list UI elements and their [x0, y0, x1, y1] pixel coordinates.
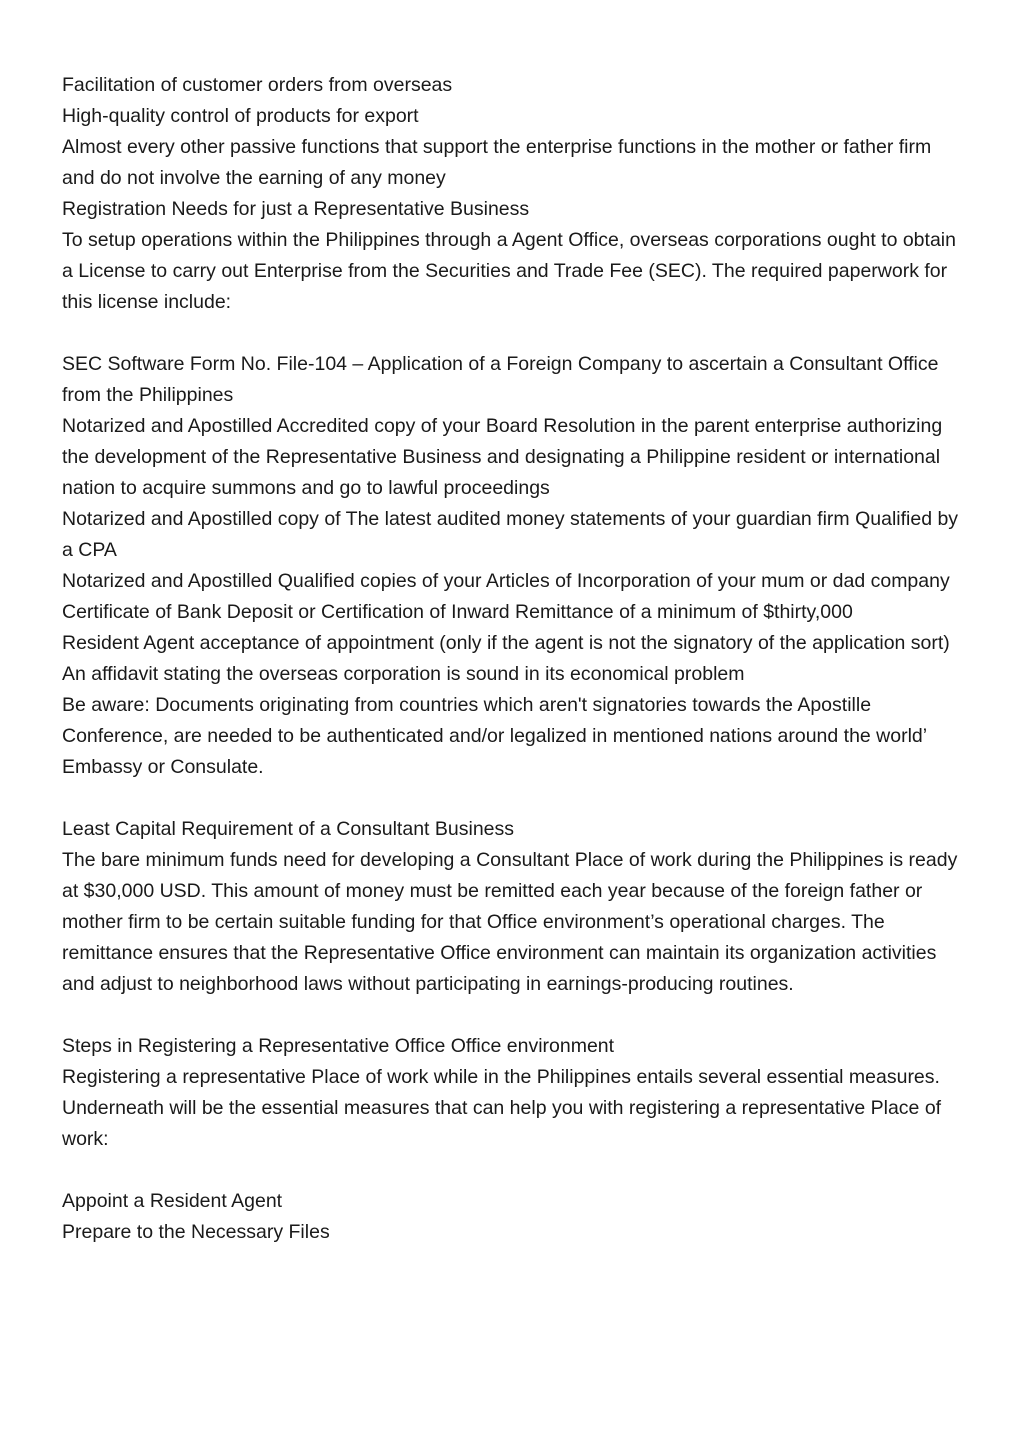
section-heading: Registration Needs for just a Representative Business: [62, 198, 530, 220]
list-line: Notarized and Apostilled Accredited copy of your Board Resolution in the parent enterprise authorizing the development of the Representative Business and designating a Philippine resident or international nation to acquire summons and go to lawful proceedings: [62, 415, 943, 499]
list-line: SEC Software Form No. File-104 – Application of a Foreign Company to ascertain a Consultant Office from the Philippines: [62, 353, 939, 406]
list-line: Almost every other passive functions that support the enterprise functions in the mother or father firm and do not involve the earning of any money: [62, 136, 932, 189]
list-line: Notarized and Apostilled copy of The latest audited money statements of your guardian firm Qualified by a CPA: [62, 508, 959, 561]
spacer: [62, 1155, 962, 1186]
list-line: High-quality control of products for export: [62, 105, 419, 127]
list-line: Prepare to the Necessary Files: [62, 1221, 330, 1243]
list-line: Appoint a Resident Agent: [62, 1190, 283, 1212]
section-heading: Steps in Registering a Representative Office Office environment: [62, 1035, 615, 1057]
paragraph: To setup operations within the Philippines through a Agent Office, overseas corporations ought to obtain a License to carry out Enterprise from the Securities and Trade Fee (SEC). The required paperwork for this license include:: [62, 229, 956, 313]
spacer: [62, 318, 962, 349]
note-paragraph: Be aware: Documents originating from countries which aren't signatories towards the Apostille Conference, are needed to be authenticated and/or legalized in mentioned nations around the world’ Embassy or Consulate.: [62, 694, 927, 778]
list-line: Certificate of Bank Deposit or Certification of Inward Remittance of a minimum of $thirty,000: [62, 601, 853, 623]
paragraph: The bare minimum funds need for developing a Consultant Place of work during the Philippines is ready at $30,000 USD. This amount of money must be remitted each year because of the foreign father or mother firm to be certain suitable funding for that Office environment’s operational charges. The remittance ensures that the Representative Office environment can maintain its organization activities and adjust to neighborhood laws without participating in earnings-producing routines.: [62, 849, 958, 995]
section-heading: Least Capital Requirement of a Consultant Business: [62, 818, 515, 840]
list-line: Resident Agent acceptance of appointment (only if the agent is not the signatory of the application sort): [62, 632, 950, 654]
list-line: Notarized and Apostilled Qualified copies of your Articles of Incorporation of your mum or dad company: [62, 570, 950, 592]
spacer: [62, 1000, 962, 1031]
spacer: [62, 783, 962, 814]
list-line: Facilitation of customer orders from overseas: [62, 74, 453, 96]
list-line: An affidavit stating the overseas corporation is sound in its economical problem: [62, 663, 745, 685]
document-body: [62, 70, 962, 1248]
paragraph: Registering a representative Place of work while in the Philippines entails several essential measures. Underneath will be the essential measures that can help you with registering a representative Place of work:: [62, 1066, 942, 1150]
